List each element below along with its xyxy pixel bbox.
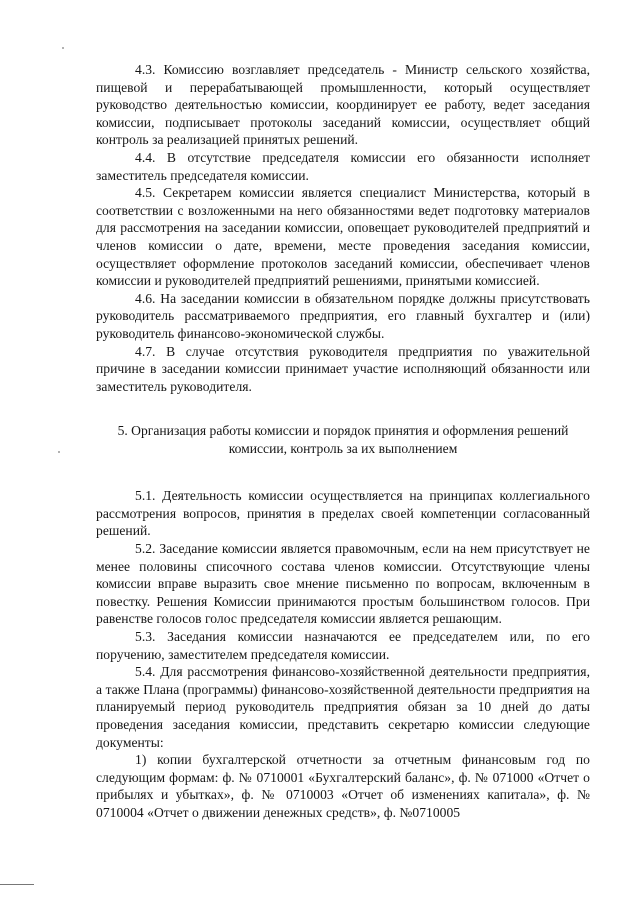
paragraph-4-7: 4.7. В случае отсутствия руководителя предприятия по уважительной причине в заседании комиссии принимает участие исполняющий обязанности или заместитель руководителя. — [96, 343, 590, 394]
scan-speck — [58, 451, 60, 453]
paragraph-4-5: 4.5. Секретарем комиссии является специалист Министерства, который в соответствии с возложенными на него обязанностями ведет подготовку материалов для рассмотрения на заседании комиссии, оповещает руководителей предприятий и членов комиссии о дате, времени, месте проведения заседания комиссии, осуществляет оформление протоколов заседаний комиссии, обеспечивает членов комиссии и руководителей предприятий решениями, принятыми комиссией. — [96, 185, 590, 289]
paragraph-5-2: 5.2. Заседание комиссии является правомочным, если на нем присутствует не менее половины списочного состава членов комиссии. Отсутствующие члены комиссии вправе выразить свое мнение письменно по вопросам, включенным в повестку. Решения Комиссии принимаются простым большинством голосов. При равенстве голосов голос председателя комиссии является решающим. — [96, 541, 590, 627]
list-item-1: 1) копии бухгалтерской отчетности за отчетным финансовым год по следующим формам: ф. № 0710001 «Бухгалтерский баланс», ф. № 071000 «Отчет о прибылях и убытках», ф. № 0710003 «Отчет об изменениях капитала», ф. № 0710004 «Отчет о движении денежных средств», ф. №0710005 — [96, 752, 590, 820]
scan-edge-mark — [0, 884, 34, 885]
section-5-heading — [94, 422, 592, 458]
section-5-heading-line-2: комиссии, контроль за их выполнением — [228, 441, 458, 457]
document-page — [96, 61, 590, 822]
paragraph-5-1: 5.1. Деятельность комиссии осуществляется на принципах коллегиального рассмотрения вопросов, принятия в пределах своей компетенции согласованный решений. — [96, 488, 590, 539]
section-5-heading-line-1: 5. Организация работы комиссии и порядок принятия и оформления решений — [117, 423, 569, 439]
paragraph-4-6: 4.6. На заседании комиссии в обязательном порядке должны присутствовать руководитель рассматриваемого предприятия, его главный бухгалтер и (или) руководитель финансово-экономической службы. — [96, 290, 590, 341]
scan-speck — [62, 47, 64, 49]
paragraph-5-4: 5.4. Для рассмотрения финансово-хозяйственной деятельности предприятия, а также Плана (программы) финансово-хозяйственной деятельности предприятия на планируемый период руководитель предприятия обязан за 10 дней до даты проведения заседания комиссии, представить секретарю комиссии следующие документы: — [96, 664, 590, 750]
paragraph-5-3: 5.3. Заседания комиссии назначаются ее председателем или, по его поручению, заместителем председателя комиссии. — [96, 629, 590, 662]
paragraph-4-3: 4.3. Комиссию возглавляет председатель - Министр сельского хозяйства, пищевой и перерабатывающей промышленности, который осуществляет руководство деятельностью комиссии, координирует ее работу, ведет заседания комиссии, подписывает протоколы заседаний комиссии, осуществляет общий контроль за реализацией принятых решений. — [96, 62, 590, 148]
paragraph-4-4: 4.4. В отсутствие председателя комиссии его обязанности исполняет заместитель председателя комиссии. — [96, 149, 590, 183]
